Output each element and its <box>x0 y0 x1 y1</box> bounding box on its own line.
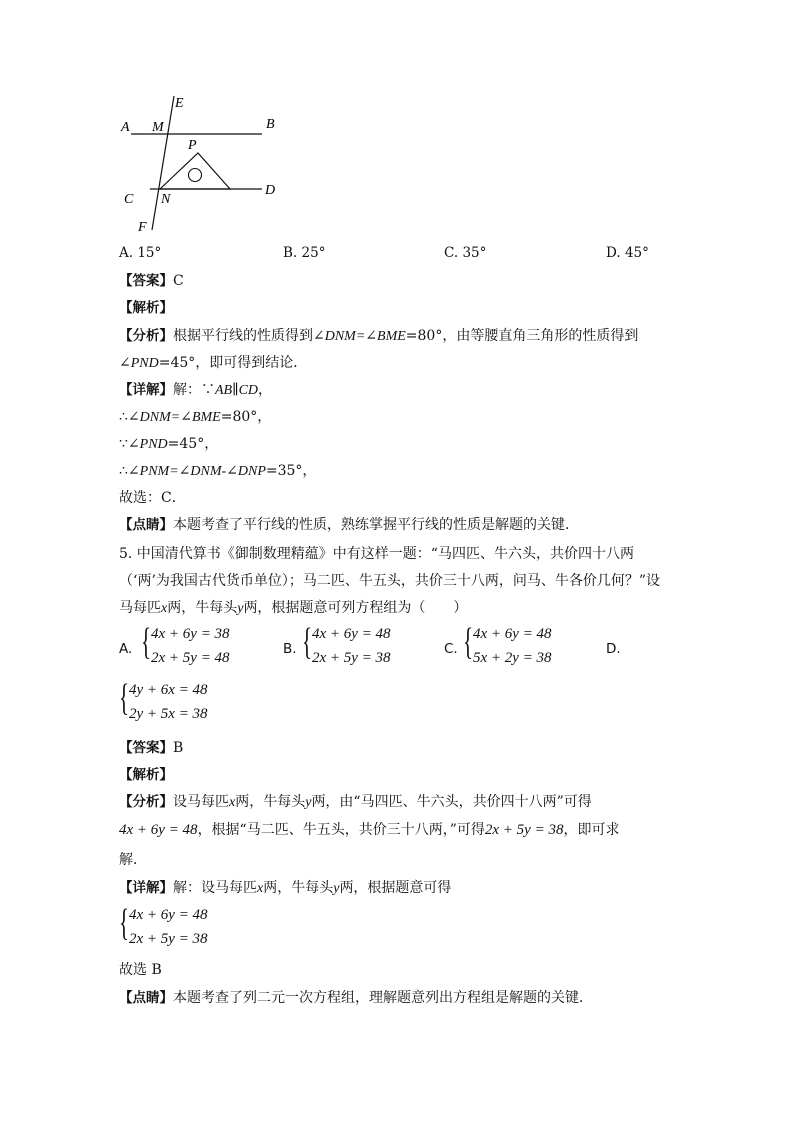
q4-step2: ∴∠DNM=∠BME=80°， <box>119 409 272 425</box>
q5-fenxi-line2: 4x + 6y = 48，根据“马二匹、牛五头，共价三十八两，”可得2x + 5y = 38，即可求 <box>119 822 620 838</box>
q4-xiangjie-line1: 【详解】解：∵AB∥CD， <box>119 382 273 398</box>
q5-choose: 故选 B <box>119 962 162 978</box>
q5-stem-line3: 马每匹x两，牛每头y两，根据题意可列方程组为（ ） <box>119 600 468 616</box>
q5-stem-line1: 5. 中国清代算书《御制数理精蕴》中有这样一题：“马四匹、牛六头，共价四十八两 <box>119 546 634 562</box>
q4-analysis-heading: 【解析】 <box>119 300 173 316</box>
q5-analysis-heading: 【解析】 <box>119 767 173 783</box>
label-c: C <box>124 192 134 207</box>
label-d: D <box>265 183 276 198</box>
q4-step3: ∵∠PND=45°， <box>119 436 219 452</box>
q4-choose: 故选：C． <box>119 490 186 506</box>
q4-dianjing: 【点睛】本题考查了平行线的性质，熟练掌握平行线的性质是解题的关键． <box>119 517 579 533</box>
q5-xiangjie-line1: 【详解】解：设马每匹x两，牛每头y两，根据题意可得 <box>119 880 452 896</box>
q4-option-d: D. 45° <box>606 245 649 261</box>
set-square-triangle <box>160 153 230 189</box>
label-f: F <box>138 220 147 235</box>
q4-fenxi-line2: ∠PND=45°，即可得到结论． <box>119 355 308 371</box>
q5-option-b-label: B. <box>283 641 297 657</box>
q5-option-c-label: C. <box>444 641 458 657</box>
geometry-figure <box>0 0 794 260</box>
q5-answer: 【答案】B <box>119 740 184 756</box>
label-e: E <box>175 96 184 111</box>
label-b: B <box>266 117 275 132</box>
q5-option-d-label: D. <box>606 641 621 657</box>
q5-fenxi-line1: 【分析】设马每匹x两，牛每头y两，由“马四匹、牛六头，共价四十八两”可得 <box>119 794 592 810</box>
label-m: M <box>152 120 164 135</box>
q4-option-b: B. 25° <box>283 245 326 261</box>
q4-step4: ∴∠PNM=∠DNM-∠DNP=35°， <box>119 463 317 479</box>
q4-option-a: A. 15° <box>119 245 162 261</box>
q5-stem-line2: （‘两’为我国古代货币单位）；马二匹、牛五头，共价三十八两，问马、牛各价几何？”设 <box>119 573 661 589</box>
label-n: N <box>161 192 171 207</box>
label-p: P <box>188 138 197 153</box>
set-square-hole <box>189 169 202 182</box>
q4-option-c: C. 35° <box>444 245 487 261</box>
q4-answer: 【答案】C <box>119 273 184 289</box>
label-a: A <box>121 120 130 135</box>
q4-fenxi-line1: 【分析】根据平行线的性质得到∠DNM=∠BME=80°，由等腰直角三角形的性质得到 <box>119 328 639 344</box>
line-ef <box>152 96 174 230</box>
q5-dianjing: 【点睛】本题考查了列二元一次方程组，理解题意列出方程组是解题的关键． <box>119 990 593 1006</box>
q5-option-a-label: A. <box>119 641 133 657</box>
q5-fenxi-line3: 解． <box>119 852 147 868</box>
